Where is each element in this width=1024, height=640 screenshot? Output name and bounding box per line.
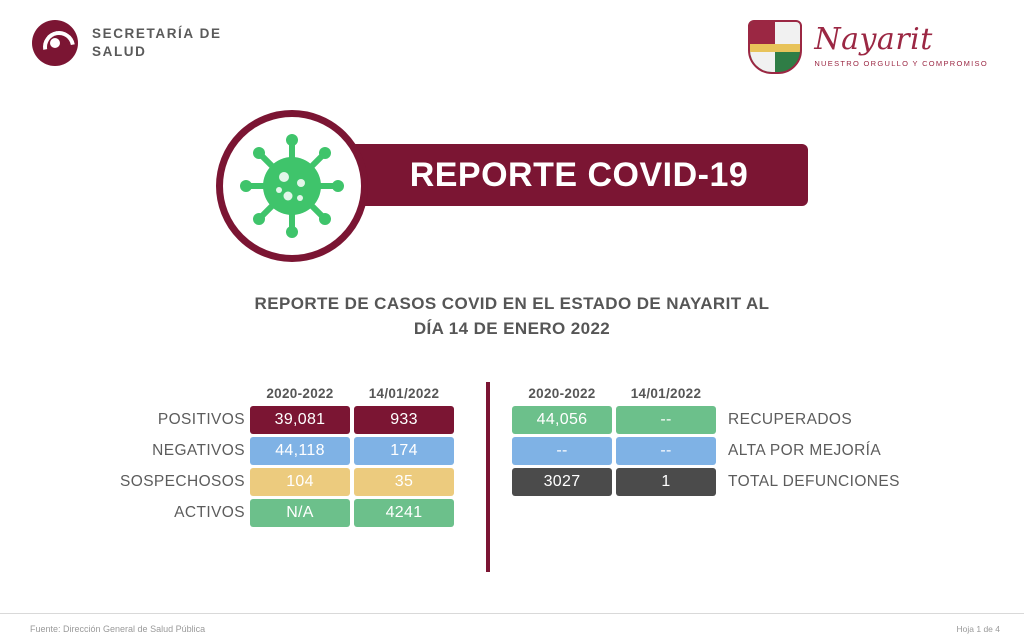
right-statistics-table (508, 382, 905, 499)
footer-page-number: Hoja 1 de 4 (956, 624, 1000, 634)
alta-por-mejoria-cumulative-value: -- (512, 437, 612, 465)
footer-divider (0, 613, 1024, 614)
negativos-daily-value: 174 (354, 437, 454, 465)
recuperados-daily-value: -- (616, 406, 716, 434)
total-defunciones-cumulative-value: 3027 (512, 468, 612, 496)
coronavirus-icon (216, 110, 368, 262)
total-defunciones-daily-value: 1 (616, 468, 716, 496)
alta-por-mejoria-daily-value: -- (616, 437, 716, 465)
row-label-sospechosos: SOSPECHOSOS (120, 473, 245, 490)
ministry-name (92, 25, 222, 61)
vertical-divider (486, 382, 490, 572)
page-title: REPORTE COVID-19 (409, 155, 749, 194)
positivos-cumulative-value: 39,081 (250, 406, 350, 434)
row-label-alta-por-mejoria: ALTA POR MEJORÍA (728, 442, 882, 459)
table-row (114, 468, 454, 496)
sospechosos-cumulative-value: 104 (250, 468, 350, 496)
ministry-name-line2: SALUD (92, 44, 147, 59)
row-label-positivos: POSITIVOS (157, 411, 245, 428)
left-header-daily: 14/01/2022 (368, 386, 440, 401)
salud-spiral-logo-icon (32, 20, 78, 66)
statistics-section (0, 382, 1024, 572)
row-label-negativos: NEGATIVOS (152, 442, 245, 459)
table-row (512, 468, 901, 496)
ministry-logo (32, 20, 222, 66)
activos-daily-value: 4241 (354, 499, 454, 527)
table-row (114, 406, 454, 434)
table-header-row (512, 385, 901, 403)
footer-source: Fuente: Dirección General de Salud Pública (30, 624, 206, 634)
nayarit-coat-of-arms-icon (744, 14, 802, 78)
report-subtitle (0, 292, 1024, 341)
state-name: Nayarit (814, 21, 933, 57)
row-label-activos: ACTIVOS (174, 504, 245, 521)
state-logo (744, 14, 988, 78)
report-subtitle-line1: REPORTE DE CASOS COVID EN EL ESTADO DE NAYARIT AL (254, 294, 770, 313)
state-slogan: NUESTRO ORGULLO Y COMPROMISO (814, 58, 988, 68)
page-header (0, 0, 1024, 92)
left-header-label (114, 385, 246, 403)
right-header-daily: 14/01/2022 (630, 386, 702, 401)
table-header-row (114, 385, 454, 403)
left-header-cumulative: 2020-2022 (266, 386, 334, 401)
ministry-name-line1: SECRETARÍA DE (92, 25, 222, 41)
state-wordmark (814, 21, 988, 68)
right-header-label (720, 385, 901, 403)
table-row (512, 437, 901, 465)
positivos-daily-value: 933 (354, 406, 454, 434)
left-statistics-table (110, 382, 458, 530)
table-row (114, 499, 454, 527)
table-row (512, 406, 901, 434)
sospechosos-daily-value: 35 (354, 468, 454, 496)
row-label-total-defunciones: TOTAL DEFUNCIONES (728, 473, 900, 490)
report-subtitle-line2: DÍA 14 DE ENERO 2022 (413, 318, 611, 338)
row-label-recuperados: RECUPERADOS (728, 411, 853, 428)
right-header-cumulative: 2020-2022 (528, 386, 596, 401)
negativos-cumulative-value: 44,118 (250, 437, 350, 465)
table-row (114, 437, 454, 465)
recuperados-cumulative-value: 44,056 (512, 406, 612, 434)
activos-cumulative-value: N/A (250, 499, 350, 527)
